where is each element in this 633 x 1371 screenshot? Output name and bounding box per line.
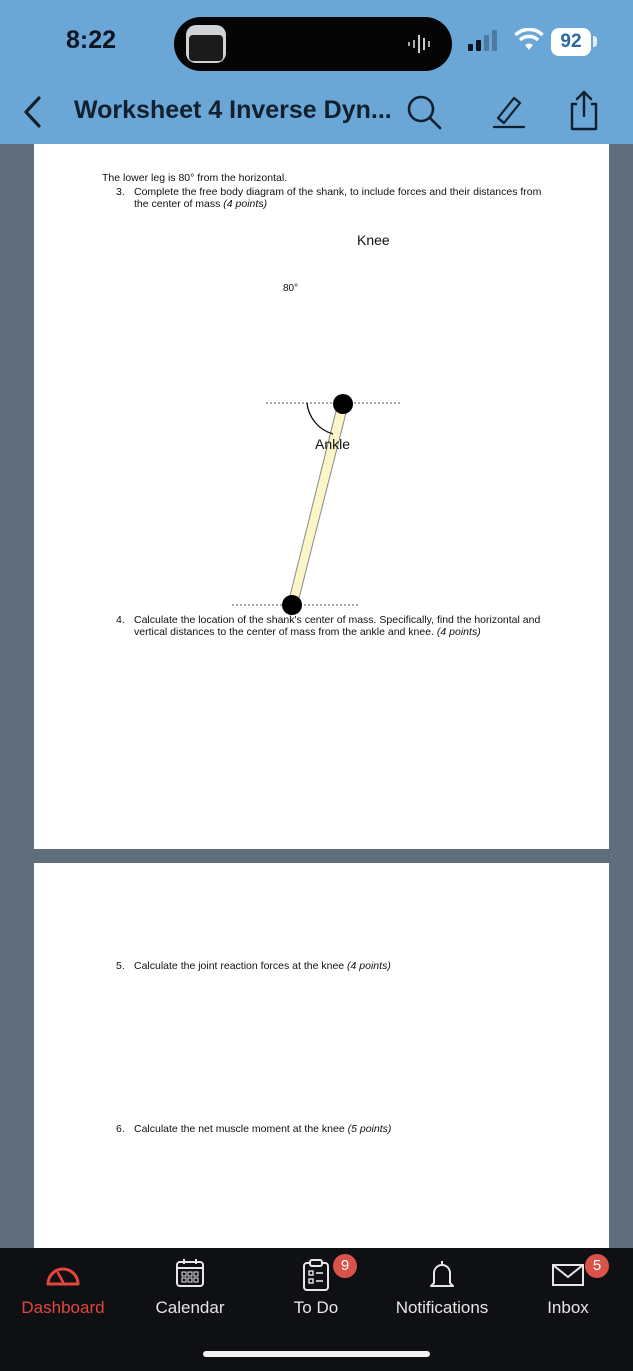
question-5-points: (4 points) (347, 960, 391, 972)
angle-arc (307, 403, 333, 434)
tab-dashboard-label: Dashboard (21, 1298, 105, 1317)
cellular-signal-icon (468, 30, 502, 52)
question-5-body: Calculate the joint reaction forces at the knee (134, 960, 345, 972)
question-4-body: Calculate the location of the shank's center of mass. Specifically, find the horizontal and vertical distances to the center of mass from the ankle and knee. (134, 614, 541, 638)
inbox-count-badge: 5 (585, 1254, 609, 1278)
angle-label: 80° (283, 283, 299, 294)
calendar-icon (175, 1258, 205, 1288)
home-indicator[interactable] (203, 1351, 430, 1357)
battery-tip (593, 36, 597, 47)
back-chevron-icon[interactable] (14, 92, 54, 132)
audio-waveform-icon (406, 31, 436, 57)
tab-to-do[interactable] (256, 1248, 376, 1328)
question-5-number: 5. (116, 960, 125, 972)
tab-to-do-label: To Do (293, 1298, 339, 1317)
dynamic-island[interactable] (174, 17, 452, 71)
question-4-number: 4. (116, 614, 125, 626)
ankle-joint (282, 595, 302, 615)
document-title: Worksheet 4 Inverse Dyn... (74, 96, 392, 124)
question-5-text (134, 960, 391, 972)
document-page-1[interactable] (34, 144, 609, 849)
ankle-label: Ankle (315, 436, 351, 452)
tab-calendar[interactable] (130, 1248, 250, 1328)
document-page-2[interactable] (34, 863, 609, 1248)
tab-dashboard[interactable] (3, 1248, 123, 1328)
question-6-text (134, 1123, 391, 1135)
question-3-number: 3. (116, 186, 125, 198)
shank-diagram (224, 372, 444, 622)
tab-notifications-label: Notifications (395, 1298, 489, 1317)
envelope-icon (551, 1258, 585, 1288)
question-3-points: (4 points) (223, 198, 268, 210)
question-6-body: Calculate the net muscle moment at the knee (134, 1123, 345, 1135)
share-icon[interactable] (564, 88, 604, 132)
dashboard-gauge-icon (43, 1258, 83, 1288)
question-6-points: (5 points) (347, 1123, 392, 1135)
intro-text: The lower leg is 80° from the horizontal. (102, 172, 288, 184)
tab-calendar-label: Calendar (155, 1298, 225, 1317)
highlighter-pen-icon[interactable] (488, 90, 528, 130)
todo-clipboard-icon (301, 1258, 331, 1292)
question-6-number: 6. (116, 1123, 125, 1135)
question-3-body: Complete the free body diagram of the shank, to include forces and their distances from the center of mass (134, 186, 542, 210)
status-time: 8:22 (66, 26, 117, 54)
knee-label: Knee (357, 232, 390, 248)
battery-level: 92 (551, 28, 591, 56)
question-4-text (134, 614, 564, 638)
search-icon[interactable] (404, 92, 444, 132)
tab-inbox-label: Inbox (547, 1298, 589, 1317)
knee-joint (333, 394, 353, 414)
to-do-count-badge: 9 (333, 1254, 357, 1278)
wifi-icon (514, 28, 544, 52)
tab-inbox[interactable] (508, 1248, 628, 1328)
shank-segment (288, 403, 351, 606)
now-playing-thumbnail (186, 25, 226, 63)
question-4-points: (4 points) (436, 626, 481, 638)
tab-notifications[interactable] (382, 1248, 502, 1328)
bell-icon (427, 1258, 457, 1292)
question-3-text (134, 186, 554, 210)
